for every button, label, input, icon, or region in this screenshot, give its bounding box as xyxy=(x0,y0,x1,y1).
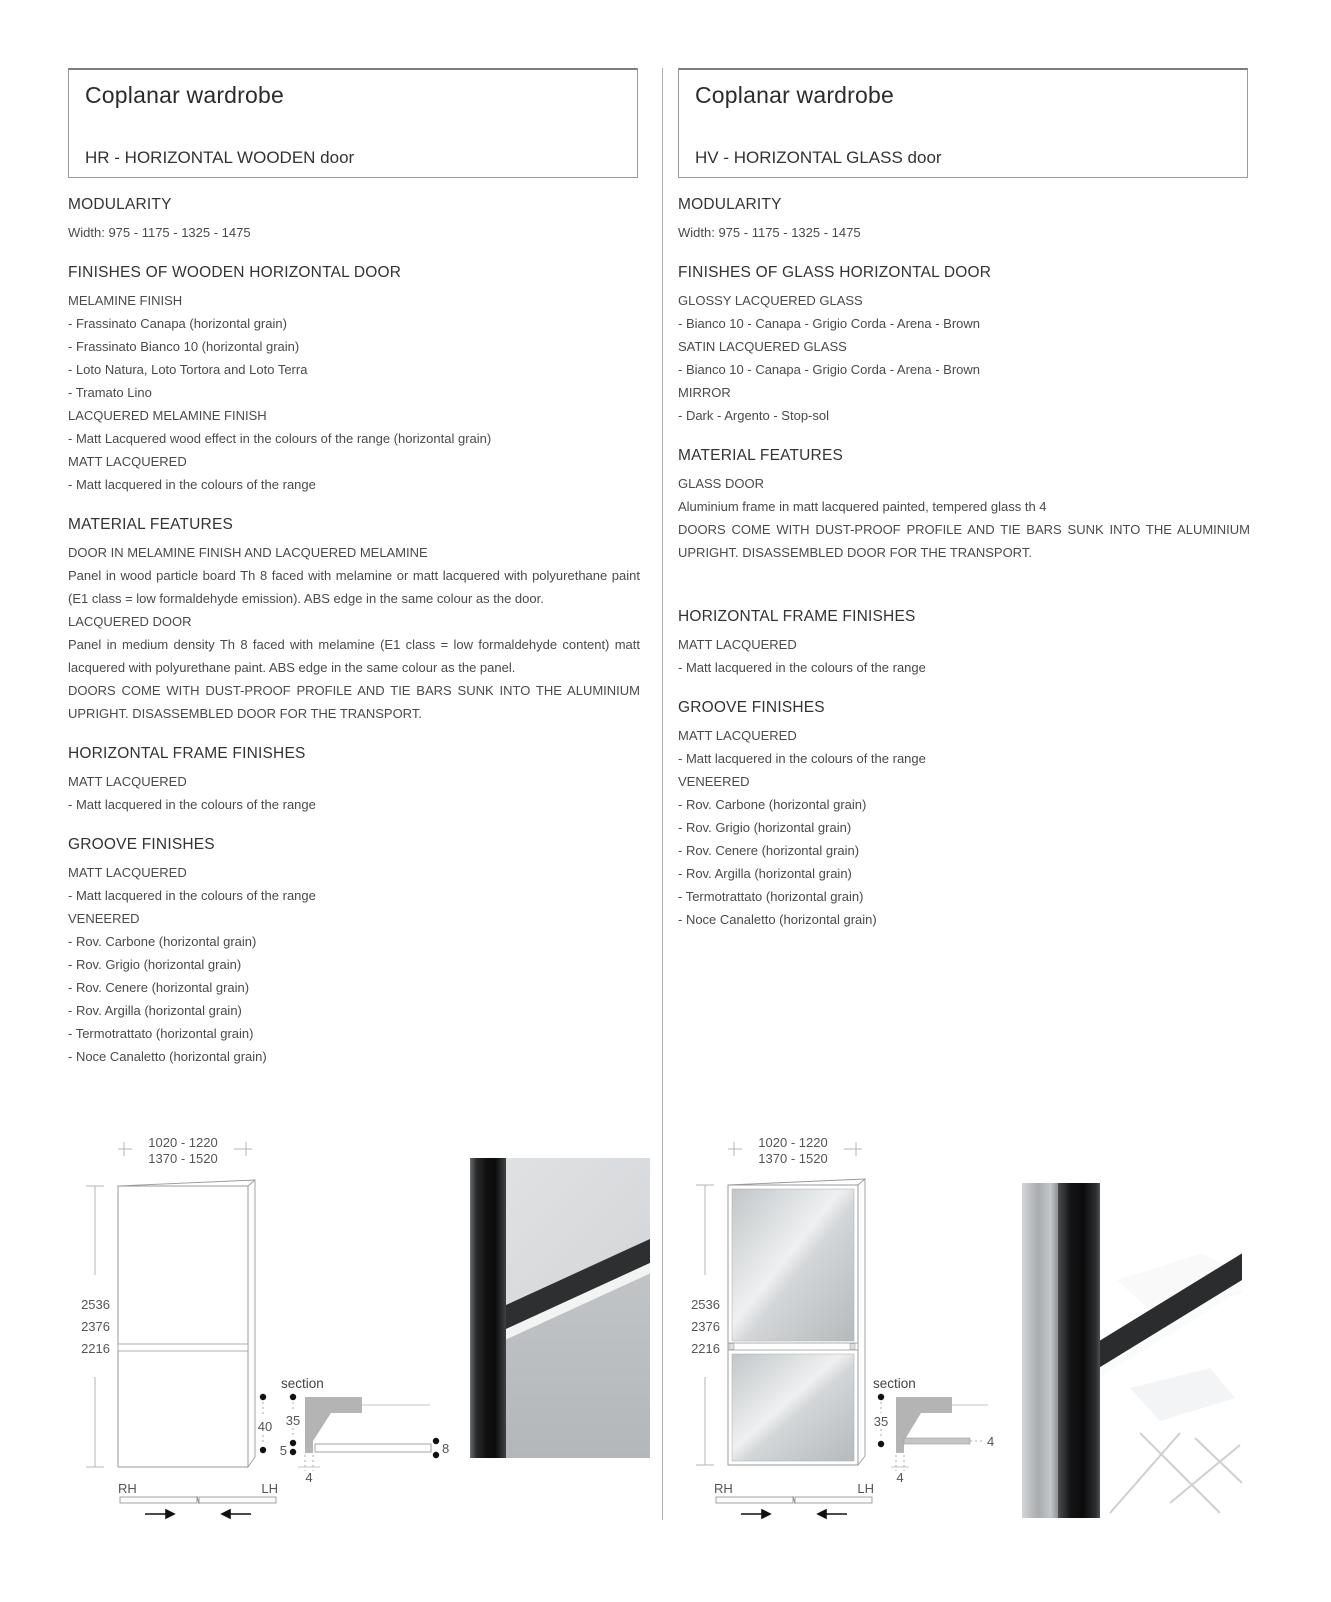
height-label-2: 2376 xyxy=(691,1319,720,1334)
width-range-label-1: 1020 - 1220 xyxy=(148,1135,218,1150)
text-line: VENEERED xyxy=(678,774,750,789)
text-line: GLASS DOOR xyxy=(678,476,764,491)
dim-4-right: 4 xyxy=(987,1434,995,1449)
text-line: Panel in medium density Th 8 faced with melamine (E1 class = low formaldehyde content) matt lacquered with polyurethane paint. ABS edge in the same colour as the panel. xyxy=(68,637,640,675)
brushed-metal-edge xyxy=(1022,1183,1058,1518)
text-line: - Rov. Argilla (horizontal grain) xyxy=(68,1003,242,1018)
text-line: Width: 975 - 1175 - 1325 - 1475 xyxy=(68,225,251,240)
page-subtitle: HV - HORIZONTAL GLASS door xyxy=(695,148,942,167)
text-line: - Frassinato Bianco 10 (horizontal grain) xyxy=(68,339,300,354)
dim-4-bottom: 4 xyxy=(896,1470,904,1485)
plan-view xyxy=(714,1481,874,1518)
text-line: MATT LACQUERED xyxy=(678,728,797,743)
dim-4-bottom: 4 xyxy=(305,1470,313,1485)
text-line: - Rov. Cenere (horizontal grain) xyxy=(68,980,250,995)
section-modularity xyxy=(68,196,640,244)
height-label-1: 2536 xyxy=(81,1297,110,1312)
door-front-view xyxy=(118,1180,255,1467)
text-line: MELAMINE FINISH xyxy=(68,293,183,308)
door-photo-wooden xyxy=(470,1158,650,1458)
text-line: - Rov. Carbone (horizontal grain) xyxy=(678,797,867,812)
text-line: - Rov. Cenere (horizontal grain) xyxy=(678,843,860,858)
section-groove-finishes xyxy=(68,836,640,1068)
text-line: - Bianco 10 - Canapa - Grigio Corda - Arena - Brown xyxy=(678,316,981,331)
section-material-features xyxy=(678,447,1250,564)
text-line: - Termotrattato (horizontal grain) xyxy=(68,1026,254,1041)
page-subtitle: HR - HORIZONTAL WOODEN door xyxy=(85,148,355,167)
text-line: - Noce Canaletto (horizontal grain) xyxy=(68,1049,267,1064)
section-heading: FINISHES OF WOODEN HORIZONTAL DOOR xyxy=(68,264,402,281)
section-finishes xyxy=(68,264,640,496)
text-line: MATT LACQUERED xyxy=(68,454,187,469)
text-line: LACQUERED DOOR xyxy=(68,614,192,629)
section-detail xyxy=(258,1376,449,1485)
column-glass xyxy=(678,178,1250,931)
plan-view xyxy=(118,1481,278,1518)
text-line: DOORS COME WITH DUST-PROOF PROFILE AND TIE BARS SUNK INTO THE ALUMINIUM UPRIGHT. DISASSEMBLED DOOR FOR THE TRANSPORT. xyxy=(678,522,1250,560)
text-line: Aluminium frame in matt lacquered painted, tempered glass th 4 xyxy=(678,499,1047,514)
width-range-label-1: 1020 - 1220 xyxy=(758,1135,828,1150)
door-photo-glass xyxy=(1022,1183,1242,1518)
lh-label: LH xyxy=(857,1481,874,1496)
frame-profile xyxy=(896,1397,952,1453)
glass-panel-bottom xyxy=(732,1354,854,1461)
height-label-3: 2216 xyxy=(691,1341,720,1356)
height-label-2: 2376 xyxy=(81,1319,110,1334)
text-line: - Termotrattato (horizontal grain) xyxy=(678,889,864,904)
section-heading: MATERIAL FEATURES xyxy=(678,447,844,464)
door-groove xyxy=(118,1344,248,1351)
text-line: - Matt lacquered in the colours of the range xyxy=(68,888,316,903)
text-line: - Tramato Lino xyxy=(68,385,152,400)
sliding-arrows xyxy=(145,1510,251,1518)
column-wooden xyxy=(68,178,640,1068)
door-panel-section xyxy=(315,1444,431,1452)
text-line: MATT LACQUERED xyxy=(68,865,187,880)
section-heading: FINISHES OF GLASS HORIZONTAL DOOR xyxy=(678,264,992,281)
text-line: - Bianco 10 - Canapa - Grigio Corda - Arena - Brown xyxy=(678,362,981,377)
text-line: - Dark - Argento - Stop-sol xyxy=(678,408,829,423)
rh-label: RH xyxy=(118,1481,137,1496)
door-front-view xyxy=(728,1179,865,1465)
section-heading: GROOVE FINISHES xyxy=(68,836,215,853)
dim-35: 35 xyxy=(285,1413,301,1428)
lh-label: LH xyxy=(261,1481,278,1496)
text-line: - Matt lacquered in the colours of the range xyxy=(68,477,316,492)
section-groove-finishes xyxy=(678,699,1250,931)
text-line: - Frassinato Canapa (horizontal grain) xyxy=(68,316,287,331)
text-line: - Matt lacquered in the colours of the range xyxy=(678,660,926,675)
text-line: - Matt lacquered in the colours of the range xyxy=(678,751,926,766)
header-box-wooden xyxy=(68,68,638,178)
height-label-1: 2536 xyxy=(691,1297,720,1312)
text-line: DOORS COME WITH DUST-PROOF PROFILE AND TIE BARS SUNK INTO THE ALUMINIUM UPRIGHT. DISASSEMBLED DOOR FOR THE TRANSPORT. xyxy=(68,683,640,721)
dim-5: 5 xyxy=(279,1443,287,1458)
section-heading: HORIZONTAL FRAME FINISHES xyxy=(68,745,306,762)
section-horizontal-frame-finishes xyxy=(678,608,1250,679)
dim-35: 35 xyxy=(873,1414,889,1429)
section-horizontal-frame-finishes xyxy=(68,745,640,816)
glass-panel-top xyxy=(732,1189,854,1341)
text-line: Panel in wood particle board Th 8 faced with melamine or matt lacquered with polyurethane paint (E1 class = low formaldehyde emission). ABS edge in the same colour as the door. xyxy=(68,568,640,606)
text-line: MATT LACQUERED xyxy=(68,774,187,789)
text-line: LACQUERED MELAMINE FINISH xyxy=(68,408,267,423)
dim-8: 8 xyxy=(442,1441,450,1456)
text-line: - Rov. Carbone (horizontal grain) xyxy=(68,934,257,949)
section-detail xyxy=(873,1376,994,1485)
section-finishes xyxy=(678,264,1250,427)
text-line: MIRROR xyxy=(678,385,731,400)
door-groove xyxy=(728,1343,858,1350)
section-material-features xyxy=(68,516,640,725)
sliding-arrows xyxy=(741,1510,847,1518)
glass-panel-section xyxy=(904,1438,970,1444)
section-heading: MATERIAL FEATURES xyxy=(68,516,234,533)
height-label-3: 2216 xyxy=(81,1341,110,1356)
text-line: DOOR IN MELAMINE FINISH AND LACQUERED MELAMINE xyxy=(68,545,428,560)
text-line: GLOSSY LACQUERED GLASS xyxy=(678,293,863,308)
dim-40: 40 xyxy=(257,1419,273,1434)
section-label: section xyxy=(281,1376,324,1391)
section-heading: GROOVE FINISHES xyxy=(678,699,825,716)
text-line: - Matt lacquered in the colours of the range xyxy=(68,797,316,812)
text-line: Width: 975 - 1175 - 1325 - 1475 xyxy=(678,225,861,240)
aluminium-upright xyxy=(470,1158,506,1458)
technical-drawing-wooden xyxy=(60,1125,460,1525)
door-panels xyxy=(506,1158,650,1458)
section-heading: MODULARITY xyxy=(68,196,172,213)
section-modularity xyxy=(678,196,1250,244)
section-heading: HORIZONTAL FRAME FINISHES xyxy=(678,608,916,625)
text-line: VENEERED xyxy=(68,911,140,926)
text-line: - Loto Natura, Loto Tortora and Loto Terra xyxy=(68,362,308,377)
width-range-label-2: 1370 - 1520 xyxy=(758,1151,828,1166)
aluminium-frame xyxy=(1058,1183,1100,1518)
text-line: - Matt Lacquered wood effect in the colours of the range (horizontal grain) xyxy=(68,431,492,446)
header-box-glass xyxy=(678,68,1248,178)
glass-surface xyxy=(1100,1183,1242,1518)
text-line: - Rov. Grigio (horizontal grain) xyxy=(678,820,852,835)
text-line: SATIN LACQUERED GLASS xyxy=(678,339,847,354)
page-title: Coplanar wardrobe xyxy=(85,82,285,108)
text-line: - Rov. Argilla (horizontal grain) xyxy=(678,866,852,881)
text-line: MATT LACQUERED xyxy=(678,637,797,652)
page-title: Coplanar wardrobe xyxy=(695,82,895,108)
rh-label: RH xyxy=(714,1481,733,1496)
width-range-label-2: 1370 - 1520 xyxy=(148,1151,218,1166)
section-heading: MODULARITY xyxy=(678,196,782,213)
text-line: - Rov. Grigio (horizontal grain) xyxy=(68,957,242,972)
section-label: section xyxy=(873,1376,916,1391)
text-line: - Noce Canaletto (horizontal grain) xyxy=(678,912,877,927)
